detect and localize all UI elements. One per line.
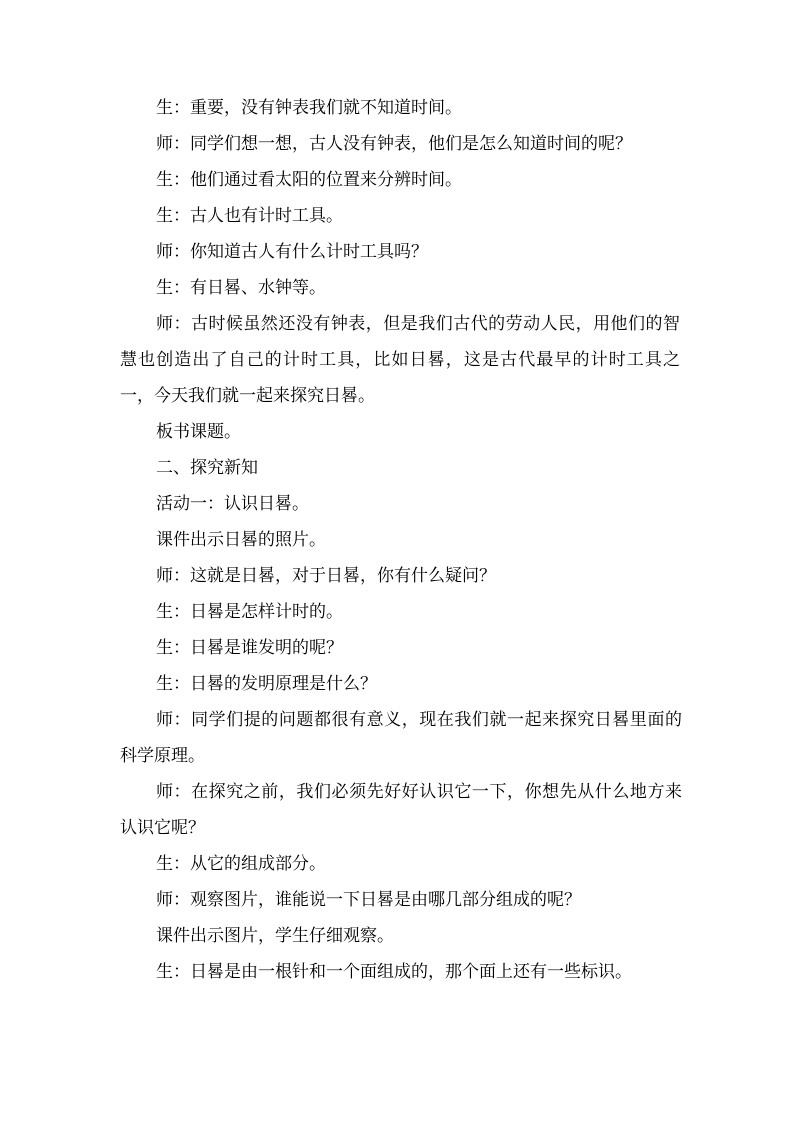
paragraph-21: 生：日晷是由一根针和一个面组成的，那个面上还有一些标识。 <box>156 962 632 982</box>
paragraph-1: 生：重要，没有钟表我们就不知道时间。 <box>156 98 462 118</box>
paragraph-8: 板书课题。 <box>156 422 241 442</box>
paragraph-2: 师：同学们想一想，古人没有钟表，他们是怎么知道时间的呢？ <box>156 134 632 154</box>
paragraph-5: 师：你知道古人有什么计时工具吗？ <box>156 242 428 262</box>
paragraph-17: 师：在探究之前，我们必须先好好认识它一下，你想先从什么地方来认识它呢？ <box>120 782 682 838</box>
paragraph-20: 课件出示图片，学生仔细观察。 <box>156 926 394 946</box>
paragraph-14: 生：日晷是谁发明的呢？ <box>156 638 343 658</box>
paragraph-12: 师：这就是日晷，对于日晷，你有什么疑问？ <box>156 566 496 586</box>
paragraph-4: 生：古人也有计时工具。 <box>156 206 343 226</box>
paragraph-11: 课件出示日晷的照片。 <box>156 530 326 550</box>
section-heading: 二、探究新知 <box>156 458 258 478</box>
paragraph-13: 生：日晷是怎样计时的。 <box>156 602 343 622</box>
paragraph-6: 生：有日晷、水钟等。 <box>156 278 326 298</box>
paragraph-18: 生：从它的组成部分。 <box>156 854 326 874</box>
paragraph-16: 师：同学们提的问题都很有意义，现在我们就一起来探究日晷里面的科学原理。 <box>120 710 682 766</box>
paragraph-15: 生：日晷的发明原理是什么？ <box>156 674 377 694</box>
paragraph-19: 师：观察图片，谁能说一下日晷是由哪几部分组成的呢？ <box>156 890 581 910</box>
paragraph-7: 师：古时候虽然还没有钟表，但是我们古代的劳动人民，用他们的智慧也创造出了自己的计时工具，比如日晷，这是古代最早的计时工具之一，今天我们就一起来探究日晷。 <box>120 314 680 406</box>
paragraph-3: 生：他们通过看太阳的位置来分辨时间。 <box>156 170 462 190</box>
paragraph-10: 活动一：认识日晷。 <box>156 494 309 514</box>
